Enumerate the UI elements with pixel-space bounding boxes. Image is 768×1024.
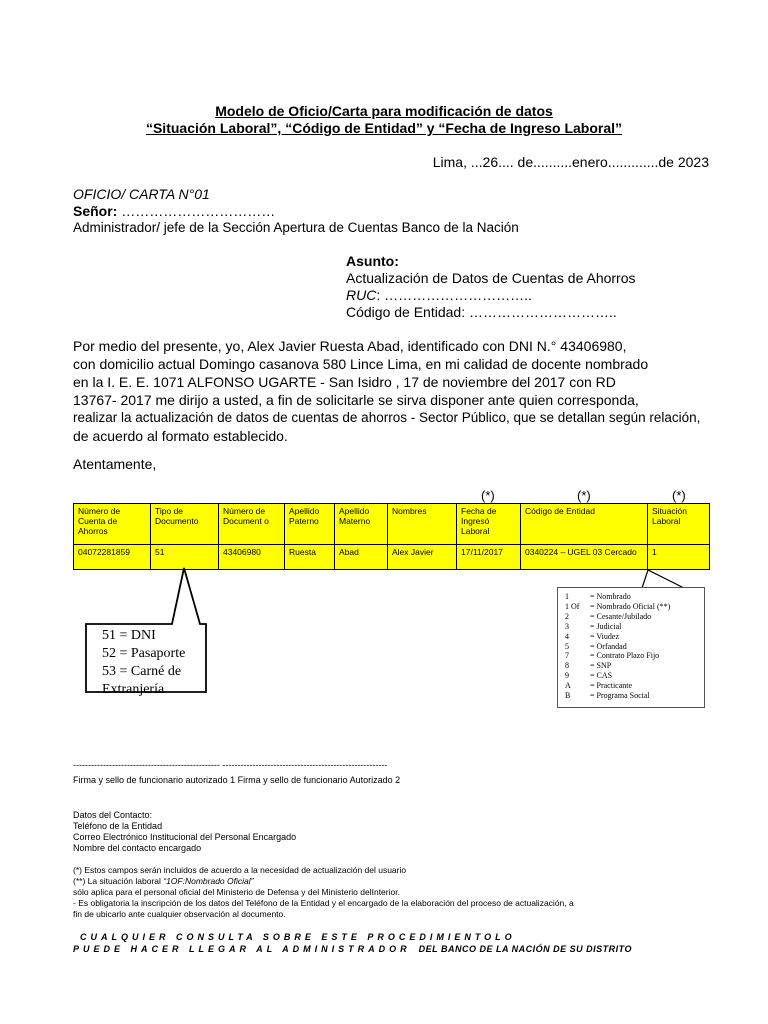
senor-line <box>73 203 275 219</box>
cell-fecha-ingreso: 17/11/2017 <box>457 545 521 570</box>
ruc-label: RUC <box>346 287 377 303</box>
header-cell: Número de Cuenta de Ahorros <box>74 504 151 545</box>
signature-lines: ------------------------------------------------- ------------------------------------------------------- <box>73 760 388 770</box>
note-text: (**) La situación laboral <box>73 876 164 886</box>
paragraph-line: realizar la actualización de datos de cuentas de ahorros - Sector Público, que se detallan según relación, <box>73 410 701 425</box>
legend-label: = SNP <box>590 661 612 671</box>
required-marker: (*) <box>577 488 591 503</box>
header-cell: Código de Entidad <box>521 504 648 545</box>
asunto-text: Actualización de Datos de Cuentas de Ahorros <box>346 270 636 286</box>
legend-label: = Orfandad <box>590 641 627 651</box>
paragraph-line: con domicilio actual Domingo casanova 580 Lince Lima, en mi calidad de docente nombrado <box>73 356 649 372</box>
required-marker: (*) <box>481 488 495 503</box>
legend-code: 4 <box>565 631 569 641</box>
contact-line: Teléfono de la Entidad <box>73 821 163 831</box>
legend-code: 3 <box>565 621 569 631</box>
dni-code-line: 53 = Carné de <box>102 664 182 679</box>
legend-label: = Viudez <box>590 631 619 641</box>
footer-line2a: PUEDE HACER LLEGAR AL ADMINISTRADOR <box>73 944 411 954</box>
legend-code: 5 <box>565 641 569 651</box>
contact-line: Nombre del contacto encargado <box>73 843 202 853</box>
ruc-dots: : ………………………….. <box>376 287 532 303</box>
legend-label: = Programa Social <box>590 691 650 700</box>
footer-line2b: DEL BANCO DE LA NACIÓN DE SU DISTRITO <box>418 944 633 954</box>
note-line: fin de ubicarlo ante cualquier observación al documento. <box>73 909 286 919</box>
legend-label: = Nombrado <box>590 592 631 601</box>
cell-apellido-paterno: Ruesta <box>285 545 335 570</box>
paragraph-line: en la I. E. E. 1071 ALFONSO UGARTE - San Isidro , 17 de noviembre del 2017 con RD <box>73 374 616 390</box>
cell-nombres: Alex Javier <box>388 545 457 570</box>
header-cell: Número de Document o <box>219 504 285 545</box>
note-italic-text: “1OF:Nombrado Oficial” <box>163 876 254 886</box>
legend-code: A <box>565 681 571 691</box>
legend-code: B <box>565 691 571 700</box>
date-line: Lima, ...26.... de..........enero.............de 2023 <box>432 154 709 170</box>
legend-label: = Practicante <box>590 681 633 691</box>
header-cell: Nombres <box>388 504 457 545</box>
paragraph-line: Por medio del presente, yo, Alex Javier Ruesta Abad, identificado con DNI N.° 43406980, <box>73 338 627 354</box>
note-line: - Es obligatoria la inscripción de los datos del Teléfono de la Entidad y el encargado de la elaboración del proceso de actualización, a <box>73 898 574 908</box>
closing: Atentamente, <box>73 456 157 472</box>
cell-codigo-entidad: 0340224 – UGEL 03 Cercado <box>521 545 648 570</box>
note-line: sólo aplica para el personal oficial del Ministerio de Defensa y del Ministerio delInterior. <box>73 887 400 897</box>
ruc-line <box>346 287 532 303</box>
signature-labels: Firma y sello de funcionario autorizado 1 Firma y sello de funcionario Autorizado 2 <box>73 775 401 785</box>
legend-label: = Contrato Plazo Fijo <box>590 651 660 661</box>
contact-title: Datos del Contacto: <box>73 810 153 820</box>
legend-code: 7 <box>565 651 569 661</box>
footer-line2 <box>73 944 632 954</box>
cell-cuenta: 04072281859 <box>74 545 151 570</box>
legend-label: = Nombrado Oficial (**) <box>590 601 671 611</box>
header-cell: Tipo de Documento <box>151 504 219 545</box>
senor-label: Señor: <box>73 203 118 219</box>
legend-code: 1 Of <box>565 601 580 611</box>
document-title-line1: Modelo de Oficio/Carta para modificación de datos <box>215 103 553 119</box>
header-cell: Fecha de Ingresó Laboral <box>457 504 521 545</box>
header-cell: Apellido Paterno <box>285 504 335 545</box>
dni-code-line: 52 = Pasaporte <box>102 646 186 661</box>
legend-code: 2 <box>565 611 569 621</box>
contact-line: Correo Electrónico Institucional del Personal Encargado <box>73 832 297 842</box>
account-data-table <box>73 503 710 570</box>
note-asterisk: (*) Estos campos serán incluidos de acuerdo a la necesidad de actualización del usuario <box>73 865 407 875</box>
cell-situacion-laboral: 1 <box>648 545 710 570</box>
header-cell: Situación Laboral <box>648 504 710 545</box>
cell-apellido-materno: Abad <box>335 545 388 570</box>
legend-label: = Cesante/Jubilado <box>590 611 652 621</box>
document-title-line2: “Situación Laboral”, “Código de Entidad” y “Fecha de Ingreso Laboral” <box>145 120 623 136</box>
required-marker: (*) <box>672 488 686 503</box>
cell-numero-documento: 43406980 <box>219 545 285 570</box>
legend-code: 9 <box>565 671 569 681</box>
legend-code: 8 <box>565 661 569 671</box>
body-paragraph <box>73 337 713 445</box>
paragraph-line: de acuerdo al formato establecido. <box>73 428 288 444</box>
legend-label: = CAS <box>590 671 613 681</box>
dni-code-line: 51 = DNI <box>102 628 156 643</box>
legend-code: 1 <box>565 592 569 601</box>
legend-label: = Judicial <box>590 621 622 631</box>
administrador-line: Administrador/ jefe de la Sección Apertura de Cuentas Banco de la Nación <box>73 220 519 235</box>
senor-dots: …………………………… <box>117 203 276 219</box>
asunto-label: Asunto: <box>346 253 399 269</box>
paragraph-line: 13767- 2017 me dirijo a usted, a fin de solicitarle se sirva disponer ante quien corresponda, <box>73 392 639 408</box>
header-cell: Apellido Materno <box>335 504 388 545</box>
table-header-row <box>74 504 710 545</box>
oficio-number: OFICIO/ CARTA N°01 <box>73 186 210 202</box>
codigo-entidad-line: Código de Entidad: ………………………….. <box>346 304 617 320</box>
footer-line1: CUALQUIER CONSULTA SOBRE ESTE PROCEDIMIENTOLO <box>80 932 516 942</box>
cell-tipo-documento: 51 <box>151 545 219 570</box>
dni-code-line: Extranjería <box>102 682 165 697</box>
note-double-asterisk <box>73 876 253 886</box>
